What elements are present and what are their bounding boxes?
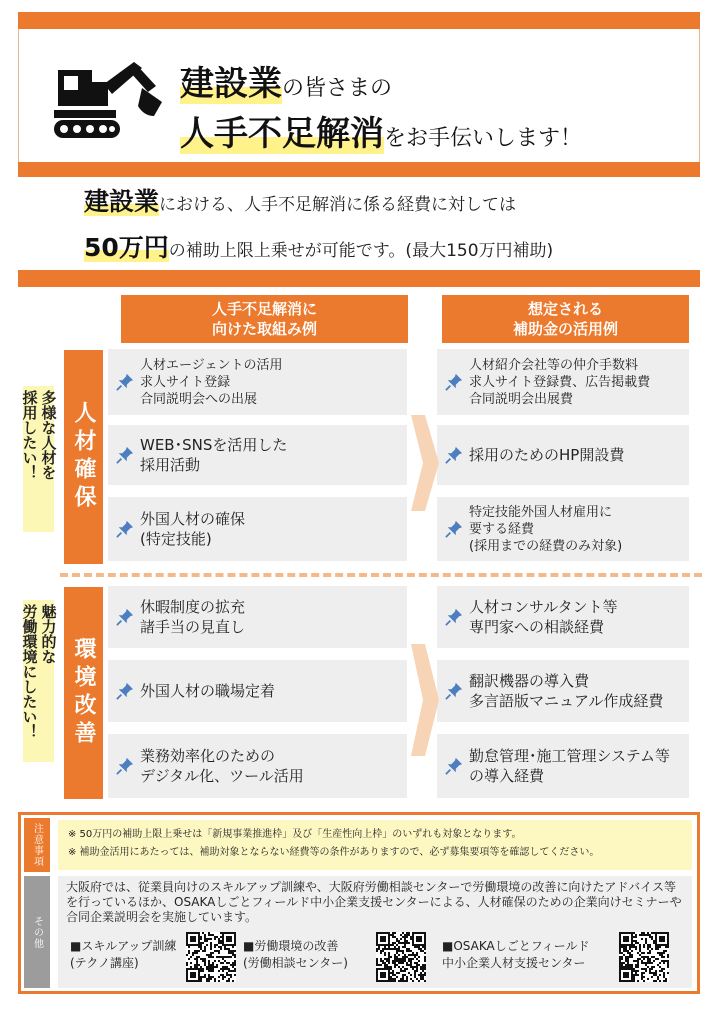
right-card-1 [437, 349, 689, 415]
excavator-icon [52, 58, 164, 142]
pushpin-icon [445, 373, 463, 391]
left-frame-line [18, 29, 19, 162]
notes-box [58, 820, 692, 870]
pushpin-icon [445, 446, 463, 464]
pushpin-icon [445, 608, 463, 626]
section-label-jinzai: 人材確保 [64, 350, 103, 564]
pushpin-icon [116, 757, 134, 775]
pushpin-icon [445, 520, 463, 538]
left-card-1-text: 人材エージェントの活用 求人サイト登録 合同説明会への出展 [140, 357, 283, 407]
left-card-6-text: 業務効率化のための デジタル化、ツール活用 [140, 747, 304, 785]
right-card-3 [437, 497, 689, 561]
left-card-5-text: 外国人材の職場定着 [140, 682, 276, 700]
right-card-4-text: 人材コンサルタント等 専門家への相談経費 [469, 598, 618, 636]
right-card-5 [437, 660, 689, 722]
pushpin-icon [116, 446, 134, 464]
qr-code-icon-labor[interactable] [376, 932, 426, 982]
left-card-1 [108, 349, 407, 415]
link-labor[interactable]: ■労働環境の改善 (労働相談センター) [243, 939, 348, 970]
other-tag: その他 [24, 876, 50, 988]
left-card-2 [108, 425, 407, 485]
headline-line2 [180, 106, 582, 155]
right-column-header: 想定される 補助金の活用例 [442, 295, 689, 343]
headline-highlight-1: 建設業 [180, 64, 282, 104]
side-label-diverse: 多様な人材を 採用したい！ [23, 386, 54, 532]
section-label-kankyo: 環境改善 [64, 587, 103, 799]
left-card-4 [108, 586, 407, 648]
right-frame-line [699, 29, 700, 162]
link-skillup[interactable]: ■スキルアップ訓練 (テクノ講座) [70, 939, 177, 970]
headline-rest-1: の皆さまの [282, 76, 393, 101]
qr-code-icon-osaka-field[interactable] [619, 932, 669, 982]
other-description: 大阪府では、従業員向けのスキルアップ訓練や、大阪府労働相談センターで労働環境の改善に向けたアドバイス等を行っているほか、OSAKAしごとフィールド中小企業支援センターによる、人材確保のための企業向けセミナーや合同企業説明会を実施しています。 [66, 880, 682, 924]
chevron-right-icon [411, 415, 439, 511]
left-card-2-text: WEB･SNSを活用した 採用活動 [140, 436, 288, 474]
left-column-header: 人手不足解消に 向けた取組み例 [121, 295, 408, 343]
pushpin-icon [116, 520, 134, 538]
note-line-1: ※ 50万円の補助上限上乗せは「新規事業推進枠」及び「生産性向上枠」のいずれも対象となります。 [68, 829, 522, 840]
chevron-right-icon [411, 644, 439, 756]
mid-bar-1 [18, 162, 700, 177]
left-card-5 [108, 660, 407, 722]
right-card-5-text: 翻訳機器の導入費 多言語版マニュアル作成経費 [469, 672, 664, 710]
side-label-environment: 魅力的な 労働環境にしたい！ [23, 600, 54, 762]
top-bar [18, 12, 700, 29]
intro-line2 [84, 228, 553, 264]
right-card-2-text: 採用のためのHP開設費 [469, 446, 625, 464]
right-card-6 [437, 734, 689, 798]
left-card-3 [108, 497, 407, 561]
notes-tag: 注意事項 [24, 818, 50, 872]
intro-rest-1: における、人手不足解消に係る経費に対しては [159, 195, 517, 215]
pushpin-icon [116, 373, 134, 391]
right-card-3-text: 特定技能外国人材雇用に 要する経費 (採用までの経費のみ対象) [469, 504, 623, 554]
headline-line1 [180, 56, 392, 105]
pushpin-icon [116, 608, 134, 626]
left-card-3-text: 外国人材の確保 (特定技能) [140, 510, 246, 548]
intro-line1 [84, 182, 516, 218]
right-card-2 [437, 425, 689, 485]
right-card-6-text: 勤怠管理･施工管理システム等 の導入経費 [469, 747, 671, 785]
intro-rest-2: の補助上限上乗せが可能です。(最大150万円補助) [168, 241, 554, 261]
pushpin-icon [445, 682, 463, 700]
section-divider [60, 573, 702, 577]
intro-highlight-2: 50万円 [84, 233, 169, 262]
flyer [18, 12, 700, 994]
mid-bar-2 [18, 270, 700, 287]
right-card-4 [437, 586, 689, 648]
pushpin-icon [445, 757, 463, 775]
left-card-6 [108, 734, 407, 798]
right-card-1-text: 人材紹介会社等の仲介手数料 求人サイト登録費、広告掲載費 合同説明会出展費 [469, 357, 651, 407]
pushpin-icon [116, 682, 134, 700]
qr-code-icon-skillup[interactable] [186, 932, 236, 982]
link-osaka-field[interactable]: ■OSAKAしごとフィールド 中小企業人材支援センター [442, 939, 590, 970]
intro-highlight-1: 建設業 [84, 187, 160, 216]
headline-rest-2: をお手伝いします！ [384, 126, 583, 151]
left-card-4-text: 休暇制度の拡充 諸手当の見直し [140, 598, 246, 636]
note-line-2: ※ 補助金活用にあたっては、補助対象とならない経費等の条件がありますので、必ず募集要項等を確認してください。 [68, 847, 600, 858]
headline-highlight-2: 人手不足解消 [180, 114, 384, 154]
